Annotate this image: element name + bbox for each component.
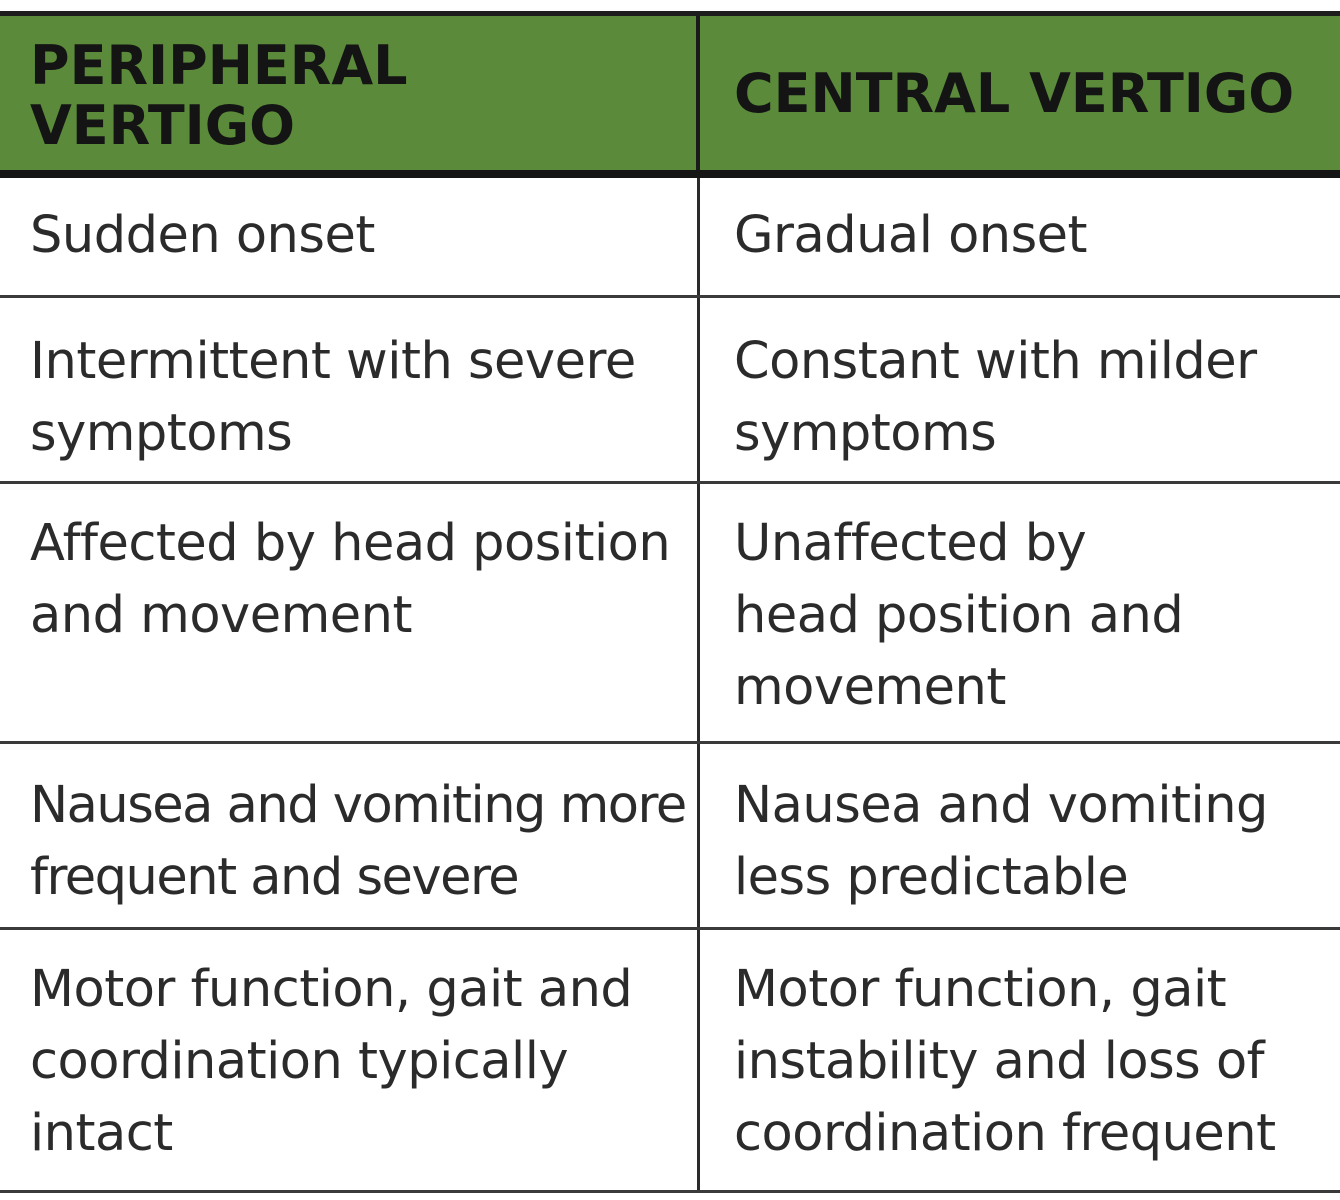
header-peripheral-vertigo (0, 16, 700, 170)
header-peripheral-vertigo-text: PERIPHERAL VERTIGO (30, 34, 408, 157)
vertigo-comparison-table (0, 16, 1340, 1192)
central-cell: Gradual onset (734, 206, 1088, 265)
peripheral-cell: Intermittent with severe symptoms (0, 298, 700, 481)
peripheral-cell: Affected by head position and movement (0, 484, 700, 741)
bottom-rule (0, 1190, 1340, 1200)
peripheral-cell: Sudden onset (0, 178, 700, 295)
table-row (0, 930, 1340, 1192)
central-cell (700, 298, 1340, 481)
header-central-vertigo (700, 16, 1340, 170)
table-row (0, 744, 1340, 930)
central-cell (700, 744, 1340, 927)
peripheral-cell (0, 930, 700, 1192)
top-rule (0, 0, 1340, 16)
table-header-row (0, 16, 1340, 178)
central-cell-text: Nausea and vomiting less predictable (734, 776, 1268, 907)
peripheral-cell-text: Nausea and vomiting more frequent and severe (30, 776, 686, 907)
central-cell-text: Unaffected by head position and movement (734, 514, 1184, 717)
peripheral-cell (0, 744, 700, 927)
peripheral-cell-text: Motor function, gait and coordination typically intact (30, 960, 633, 1163)
table-row (0, 484, 1340, 744)
central-cell-text: Constant with milder symptoms (734, 332, 1257, 463)
table-row (0, 298, 1340, 484)
central-cell (700, 484, 1340, 741)
central-cell: Motor function, gait instability and loss of coordination frequent (734, 960, 1276, 1163)
table-row (0, 178, 1340, 298)
header-central-vertigo-text: CENTRAL VERTIGO (734, 62, 1295, 125)
